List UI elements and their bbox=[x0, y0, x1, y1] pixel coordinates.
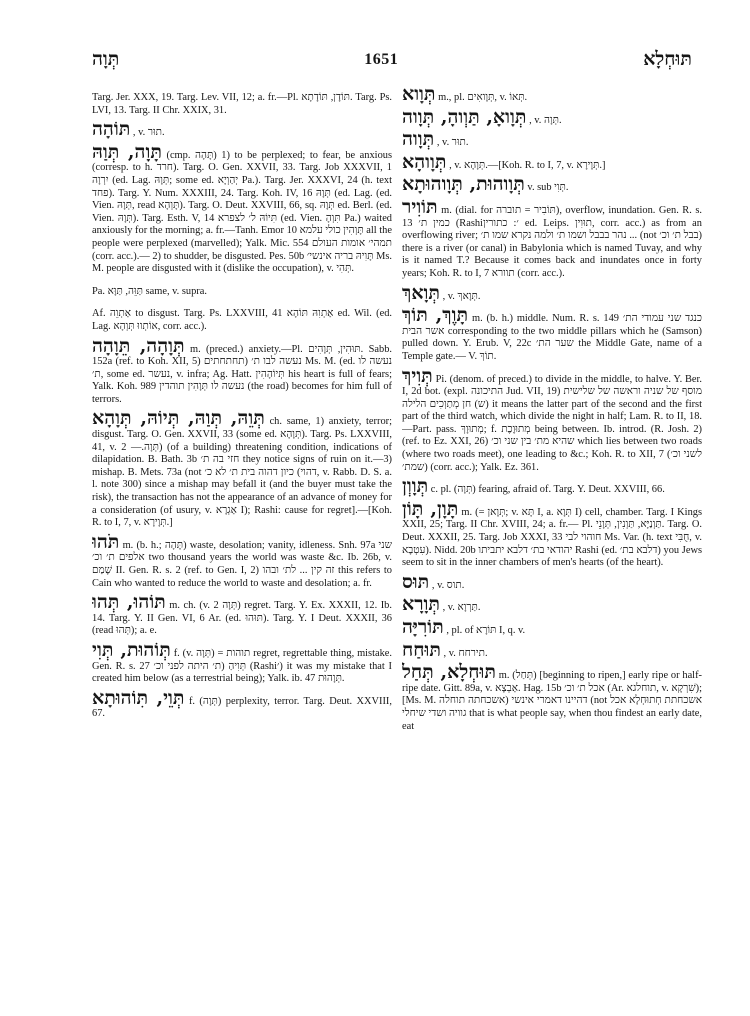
entry-headword: תְּוֵי, תִּוֹהוּתָא bbox=[92, 686, 185, 709]
entry-text: , v. תַּרְוָא. bbox=[442, 602, 481, 614]
entry-headword: תָּוָה, תְּוַהּ bbox=[92, 140, 162, 163]
running-head-left: תְּוָה bbox=[92, 49, 120, 70]
entry-headword: תּוּחְלָא, תְּחַל bbox=[402, 661, 496, 684]
entry-text: Pa. תַּוֵּה, תַּוָּא same, v. supra. bbox=[92, 285, 207, 297]
entry-headword: תְּוָוא bbox=[402, 84, 436, 105]
entry-headword: תּוֹוִיר bbox=[402, 195, 438, 218]
entry bbox=[402, 366, 702, 475]
entry-headword: תּוֹהָה bbox=[92, 118, 131, 141]
entry bbox=[92, 336, 392, 407]
entry-text: f. (תְּוָה) perplexity, terror. Targ. Deut. XXVIII, 67. bbox=[92, 695, 392, 720]
entry-headword: תְּוָאךְ bbox=[402, 281, 440, 304]
right-column bbox=[402, 84, 702, 1006]
entry-headword: תּוּס bbox=[402, 570, 430, 593]
entry bbox=[402, 84, 702, 105]
entry-headword: תָּוֶךְ, תּוֹךְ bbox=[402, 304, 469, 327]
page-header bbox=[92, 46, 692, 74]
entry-text: m. (b. h.; תָּהָה) waste, desolation; vanity, idleness. Snh. 97a שני אלפים ת׳ וכ׳ two thousand years the world was waste &c. Ib. 26b, v. שָׁמַם II. Gen. R. s. 2 (ref. to Gen. I, 2) זה קין ... לת׳ ובהו this refers to Cain who wanted to reduce the world to waste and desolation; a. fr. bbox=[92, 539, 392, 589]
entry-text: , v. תְּוָה. bbox=[529, 114, 562, 126]
entry bbox=[92, 119, 392, 140]
entry-headword: תּוּחַח bbox=[402, 638, 441, 661]
entry bbox=[402, 476, 702, 497]
entry-text: m. (b. h.) middle. Num. R. s. 149 כנגד שני עמודי הת׳ אשר הבית corresponding to the two middle pillars which he (Samson) pulled down. Y. Erub. V, 22c שער הת׳ the Middle Gate, name of a Temple gate.— V. תוֹךְ. bbox=[402, 313, 702, 362]
entry bbox=[92, 640, 392, 686]
entry bbox=[402, 594, 702, 615]
entry bbox=[92, 84, 392, 117]
entry-headword: תְּוָוהוּת, תְּוָוהוּתָא bbox=[402, 173, 525, 196]
entry bbox=[92, 532, 392, 590]
entry-text: (cmp. תָּהָה) 1) to be perplexed; to fear, be anxious (corresp. to h. חרד). Targ. O. Gen. XXVII, 33. Targ. Job XXXVII, 1 יִרְוָה (ed. Lag. תְּוָהּ; some ed. יְהַוְיָא Pa.). Targ. Jer. XXXVI, 24 (h. text פחד). Targ. Y. Num. XXXIII, 24. Targ. Koh. IV, 16 תְּוָהּ (ed. Lag. (ed. Vien. תְּוָהּ, read תָּוְהָא). Targ. O. Deut. XXVIII, 66, sq. תְּוָהּ ed. Berl. (ed. Vien. תְּוָהּ). Targ. Esth. V, 14 תִּיוֹהּ ל׳ לצפרא (ed. Vien. תִּוְהָ Pa.) waited anxiously for the morning; a. fr.—Tanh. Emor 10 תָּוְהִין כולי עלמא all the people were perplexed (marvelled); Yalk. Mic. 554 תמהי׳ אומות העולם (corr. acc.).— 2) to shudder, be disgusted. Pes. 50b תָּוִיהּ בריה אינשי׳ Ms. M. people are disgusted with it (dislike the occupation), v. תְּהִי. bbox=[92, 149, 392, 275]
entry-headword: תְּוָרָא bbox=[402, 593, 440, 616]
page-number: 1651 bbox=[364, 51, 399, 68]
entry bbox=[92, 408, 392, 529]
entry bbox=[402, 107, 702, 128]
entry-text: m. (preced.) anxiety.—Pl. תּוּהִין, תְּוָהִים. Sabb. 152a (ref. to Koh. XII, 5) נעשה לבו ת׳ (תחתחתים Ms. M. (ed. נעשה לו ת׳, some ed. נעשר, v. infra; Ag. Hatt. תְּיוֹהָהִין his heart is full of fears; Yalk. Koh. 989 נעשה לו תְּוָהִין תוהדין (the road) becomes for him full of terrors. bbox=[92, 343, 392, 405]
entry bbox=[402, 640, 702, 661]
entry-headword: תְּוָוהָא bbox=[402, 150, 447, 173]
entry-text: Pi. (denom. of preced.) to divide in the middle, to halve. Y. Ber. I, 2d bot. (expl. התיכונה Jud. VII, 19) מוסף של שניה וראשה של שלישית (ש) חן מְתַוְכִים הלילה it means the latter part of the second and the first part of the third watch, which divide the night in half; Lam. R. to II, 18.—Part. pass. מְתוּוָךְ; f. מְתוּוֶכֶת being between. Ib. introd. (R. Josh. 2) (ref. to Ez. XXI, 26) שהיא מת׳ בין שני וכ׳ which lies between two roads (where two roads meet), one leading to &c.; Koh. R. to XII, 7 (לשני וכ׳ שמת׳) (corr. acc.); Yalk. Ez. 361. bbox=[402, 373, 702, 473]
entry bbox=[92, 688, 392, 721]
entry-headword: תּוֹהוּ, תְּהוּ bbox=[92, 591, 166, 614]
entry-headword: תְּוָוה bbox=[402, 128, 435, 151]
entry-text: m. (dial. for תּוֹבִיר = תוברה), overflow, inundation. Gen. R. s. 13 כמין ת׳ (Rashi׳: כתורין ed. Leips. תוּוִין, corr. acc.) as from an overflowing river; נהר בבבל ושמו ת׳ ולמה נקרא שמו ת׳ ... (not בבל ת׳ וכ׳) there is a river (or canal) in Babylonia which is named Tuvay, and why is it named T.? Because it comes back and inundates once in forty years; Koh. R. to I, 7 תוורא (corr. acc.). bbox=[402, 204, 702, 279]
entry bbox=[402, 197, 702, 281]
entry-text: c. pl. (תְּוָה) fearing, afraid of. Targ. Y. Deut. XXVIII, 66. bbox=[430, 484, 665, 496]
running-head-right: תּוּחְלָא bbox=[643, 49, 692, 70]
entry-text: v. sub תְּוִי. bbox=[527, 182, 569, 194]
entry-headword: תְּוָואָ, תַּוְוהָ, תְּוָוה bbox=[402, 105, 527, 128]
entry bbox=[402, 283, 702, 304]
entry bbox=[402, 305, 702, 363]
entry bbox=[402, 152, 702, 173]
entry bbox=[92, 142, 392, 276]
entry-text: ch. same, 1) anxiety, terror; disgust. Targ. O. Gen. XXVII, 33 (some ed. תְּוָהָא). Targ. Ps. LXXVIII, 41, v. תְּוָה.— 2) (of a building) threatening condition, indications of dilapidation. B. Bath. 3b חזי בה ת׳ they notice signs of ruin on it.—3) mishap. B. Mets. 73a (not כיון דהוה בית ת׳ לא כ׳ (דהוי, v. Rabb. D. S. a. l. note 300) since a mishap may befall it (and the buyer must take the risk), the transaction has not the appearance of an advance of money for a consideration (of usury, v. אַגְרָא I); Rashi: cause for regret].—[Koh. R. to I, 7, v. תְּוָירָא.] bbox=[92, 416, 392, 529]
entry-headword: תֹּהוּ bbox=[92, 530, 120, 553]
entry-text: , v. תוּר. bbox=[132, 127, 165, 139]
entry-headword: תְּוִיךְ bbox=[402, 364, 433, 387]
entry bbox=[402, 129, 702, 150]
entry-headword: תְּוָוְן bbox=[402, 475, 429, 498]
entry bbox=[402, 662, 702, 733]
entry-text: , v. תְּוָאךְ. bbox=[442, 290, 481, 302]
entry-text: m. ch. (v. תְּוָה 2) regret. Targ. Y. Ex. XXXII, 12. Ib. 14. Targ. Y. II Gen. VI, 6 Ar. (ed. תּוּהוּ). Targ. Y. I Deut. XXXII, 36 (read תְּהוּ); a. e. bbox=[92, 600, 392, 637]
entry-text: m., pl. תְּוָואִים, v. תְּאוֹ. bbox=[438, 92, 528, 103]
left-column bbox=[92, 84, 392, 1006]
entry bbox=[402, 617, 702, 638]
entry bbox=[92, 300, 392, 333]
entry-text: , v. תוס. bbox=[431, 579, 465, 591]
entry-text: Af. אַתְוֵה to disgust. Targ. Ps. LXXVIII, 41 אַתְוִהּ תּוֹהָא ed. Wil. (ed. Lag. אוֹתְווּ תְּוְהָא, corr. acc.). bbox=[92, 308, 392, 332]
entry bbox=[402, 174, 702, 195]
entry bbox=[402, 572, 702, 593]
entry-text: , v. תירחח. bbox=[443, 647, 488, 659]
entry-text: Targ. Jer. XXX, 19. Targ. Lev. VII, 12; a. fr.—Pl. תּוֹדָן, תּוֹדָתָא. Targ. Ps. LVI, 13. Targ. II Chr. XXIX, 31. bbox=[92, 92, 392, 116]
entry-text: , v. תוּר. bbox=[436, 137, 469, 149]
entry-text: m. (= תְּוָאן; v. תָּא I, a. תְּוָא I) cell, chamber. Targ. I Kings XXII, 25; Targ. II Chr. XVIII, 24; a. fr.— Pl. תַּוְנַיָּא, תַּוְנִין, תְּוָנֵי. Targ. O. Deut. XXXII, 25. Targ. Job XXXI, 33 חוהוי לבי Ms. Var. (h. text חֻבִּי, v. עִטְבָא). Nidd. 20b יהודאי בת׳ דלבא יתביתו Rashi (ed. דלבא בת׳) you Jews seem to sit in the inner chambers of men's hearts (of the heart). bbox=[402, 506, 702, 569]
entry-text: , pl. of תּוֹרָא I, q. v. bbox=[446, 625, 526, 636]
entry bbox=[92, 592, 392, 638]
entry-text: , v. תְּוָהָא.—[Koh. R. to I, 7, v. תְּוָירָא.] bbox=[449, 159, 606, 171]
entry-headword: תְּוֹהוּת, תְּוִי bbox=[92, 638, 171, 661]
entry-headword: תָּוָן, תָּוֹן bbox=[402, 497, 459, 520]
entry-headword: תְּוֵהּ, תְּוַהּ, תְּיוֹהּ, תְּוָהָא bbox=[92, 407, 265, 430]
entry bbox=[92, 278, 392, 299]
entry-text: m. (תְּחַל) [beginning to ripen,] early ripe or half-ripe date. Gitt. 89a, v. אַבְצָא. Hag. 15b אכל ת׳ וכ׳ (Ar. תוחלגא, v. שִׁרְקָא); [Ms. M. דהיינו דאמרי אינשי (אשכחתה תוחלה (not אשכחתת חְתוּחְלָא אכל גוויה ושדי שיחלי that is what people say, when thou findest an early date, eat bbox=[402, 670, 702, 732]
entry-headword: תּוֹרִיָּה bbox=[402, 616, 444, 638]
entry-headword: תְּוָהָה, תֵּוָהָה bbox=[92, 334, 185, 357]
entry bbox=[402, 499, 702, 570]
entry-text: f. (v. תְּוָה) = תוהות regret, regrettable thing, mistake. Gen. R. s. 27 תְּוִיהַ (ת׳ היתה לפני וכ׳ (Rashi׳) it was my mistake that I created him below (as a terrestrial being); Yalk. ib. 47 תְּוָהוּת. bbox=[92, 647, 392, 685]
